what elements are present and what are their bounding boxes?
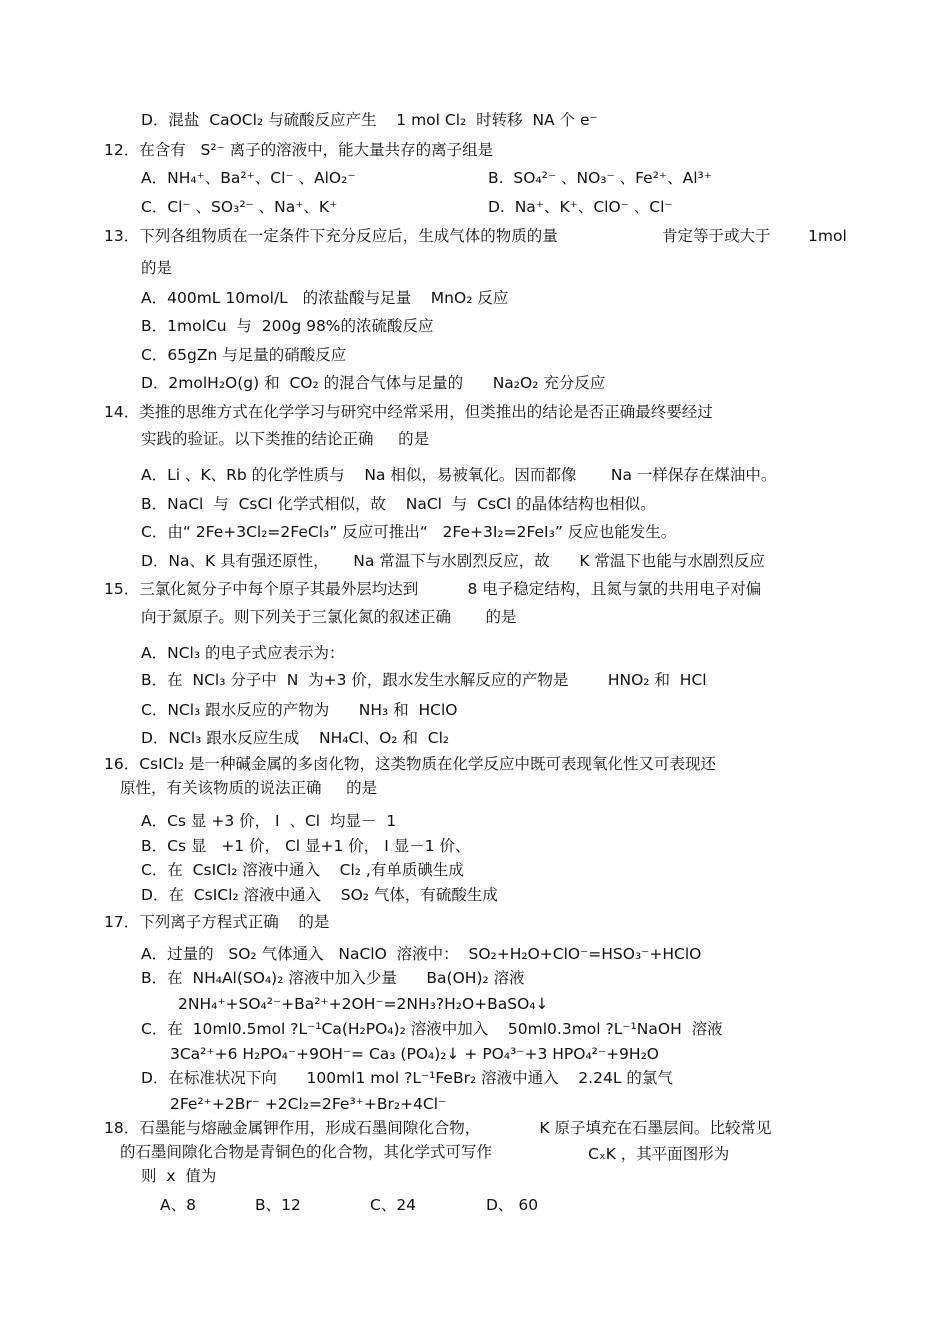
q14-stem-cont: 实践的验证。以下类推的结论正确 的是: [141, 430, 430, 448]
q18-option-d: D、 60: [486, 1196, 539, 1214]
q16-stem-cont: 原性，有关该物质的说法正确 的是: [120, 779, 378, 797]
q13-stem-emphasis: 肯定等于或大于: [662, 227, 771, 245]
q16-option-d: D．在 CsICl₂ 溶液中通入 SO₂ 气体，有硫酸生成: [141, 886, 498, 904]
q12-stem: 12．在含有 S²⁻ 离子的溶液中，能大量共存的离子组是: [104, 141, 494, 159]
q17-option-c: C．在 10ml0.5mol ?L⁻¹Ca(H₂PO₄)₂ 溶液中加入 50ml0.3mol ?L⁻¹NaOH 溶液: [141, 1020, 723, 1038]
q13-option-a: A．400mL 10mol/L 的浓盐酸与足量 MnO₂ 反应: [141, 289, 509, 307]
q12-option-d: D. Na⁺、K⁺、ClO⁻ 、Cl⁻: [488, 198, 673, 216]
q13-option-d: D．2molH₂O(g) 和 CO₂ 的混合气体与足量的 Na₂O₂ 充分反应: [141, 374, 606, 392]
q14-stem: 14．类推的思维方式在化学学习与研究中经常采用，但类推出的结论是否正确最终要经过: [104, 403, 713, 421]
q12-option-b: B. SO₄²⁻ 、NO₃⁻ 、Fe²⁺、Al³⁺: [488, 169, 712, 187]
q17-option-d-equation: 2Fe²⁺+2Br⁻ +2Cl₂=2Fe³⁺+Br₂+4Cl⁻: [170, 1095, 447, 1113]
q15-option-c: C．NCl₃ 跟水反应的产物为 NH₃ 和 HClO: [141, 701, 458, 719]
q13-stem-cont: 的是: [141, 259, 173, 277]
q18-option-c: C、24: [370, 1196, 417, 1214]
q17-stem: 17．下列离子方程式正确 的是: [104, 913, 330, 931]
q15-stem: 15．三氯化氮分子中每个原子其最外层均达到 8 电子稳定结构，且氮与氯的共用电子对偏: [104, 580, 762, 598]
q15-option-b: B．在 NCl₃ 分子中 N 为+3 价，跟水发生水解反应的产物是 HNO₂ 和 HCl: [141, 671, 707, 689]
q14-option-c: C．由“ 2Fe+3Cl₂=2FeCl₃” 反应可推出“ 2Fe+3I₂=2FeI₃” 反应也能发生。: [141, 523, 677, 541]
q18-stem-formula: CₓK ，其平面图形为: [588, 1145, 730, 1163]
q14-option-d: D．Na、K 具有强还原性， Na 常温下与水剧烈反应，故 K 常温下也能与水剧烈反应: [141, 552, 765, 570]
q17-option-a: A．过量的 SO₂ 气体通入 NaClO 溶液中： SO₂+H₂O+ClO⁻=HSO₃⁻+HClO: [141, 945, 702, 963]
q16-option-b: B．Cs 显 +1 价， Cl 显+1 价， I 显－1 价、: [141, 837, 471, 855]
q17-option-b-equation: 2NH₄⁺+SO₄²⁻+Ba²⁺+2OH⁻=2NH₃?H₂O+BaSO₄↓: [178, 995, 549, 1013]
q14-option-a: A．Li 、K、Rb 的化学性质与 Na 相似，易被氧化。因而都像 Na 一样保存在煤油中。: [141, 466, 777, 484]
q18-option-a: A、8: [160, 1196, 196, 1214]
q11-option-d: D．混盐 CaOCl₂ 与硫酸反应产生 1 mol Cl₂ 时转移 NA 个 e⁻: [141, 111, 598, 129]
q12-option-c: C．Cl⁻ 、SO₃²⁻ 、Na⁺、K⁺: [141, 198, 338, 216]
q18-stem: 18．石墨能与熔融金属钾作用，形成石墨间隙化合物， K 原子填充在石墨层间。比较常见: [104, 1119, 772, 1137]
q15-option-a: A．NCl₃ 的电子式应表示为：: [141, 644, 345, 662]
q18-stem-cont: 的石墨间隙化合物是青铜色的化合物，其化学式可写作: [120, 1143, 493, 1161]
q13-stem-amount: 1mol: [808, 227, 847, 245]
q15-option-d: D．NCl₃ 跟水反应生成 NH₄Cl、O₂ 和 Cl₂: [141, 729, 450, 747]
q17-option-b: B．在 NH₄Al(SO₄)₂ 溶液中加入少量 Ba(OH)₂ 溶液: [141, 969, 525, 987]
q13-stem: 13．下列各组物质在一定条件下充分反应后，生成气体的物质的量: [104, 227, 558, 245]
q18-option-b: B、12: [255, 1196, 301, 1214]
q13-option-b: B．1molCu 与 200g 98%的浓硫酸反应: [141, 317, 434, 335]
q13-option-c: C．65gZn 与足量的硝酸反应: [141, 346, 347, 364]
q15-stem-cont: 向于氮原子。则下列关于三氯化氮的叙述正确 的是: [141, 608, 517, 626]
q14-option-b: B．NaCl 与 CsCl 化学式相似，故 NaCl 与 CsCl 的晶体结构也相似。: [141, 495, 656, 513]
q17-option-c-equation: 3Ca²⁺+6 H₂PO₄⁻+9OH⁻= Ca₃ (PO₄)₂↓ + PO₄³⁻+3 HPO₄²⁻+9H₂O: [170, 1045, 659, 1063]
q16-stem: 16．CsICl₂ 是一种碱金属的多卤化物，这类物质在化学反应中既可表现氧化性又可表现还: [104, 755, 716, 773]
q18-stem-cont-2: 则 x 值为: [141, 1167, 217, 1185]
q12-option-a: A．NH₄⁺、Ba²⁺、Cl⁻ 、AlO₂⁻: [141, 169, 356, 187]
q16-option-c: C．在 CsICl₂ 溶液中通入 Cl₂ ,有单质碘生成: [141, 861, 464, 879]
q17-option-d: D．在标准状况下向 100ml1 mol ?L⁻¹FeBr₂ 溶液中通入 2.24L 的氯气: [141, 1069, 673, 1087]
q16-option-a: A．Cs 显 +3 价， I 、Cl 均显－ 1: [141, 812, 397, 830]
